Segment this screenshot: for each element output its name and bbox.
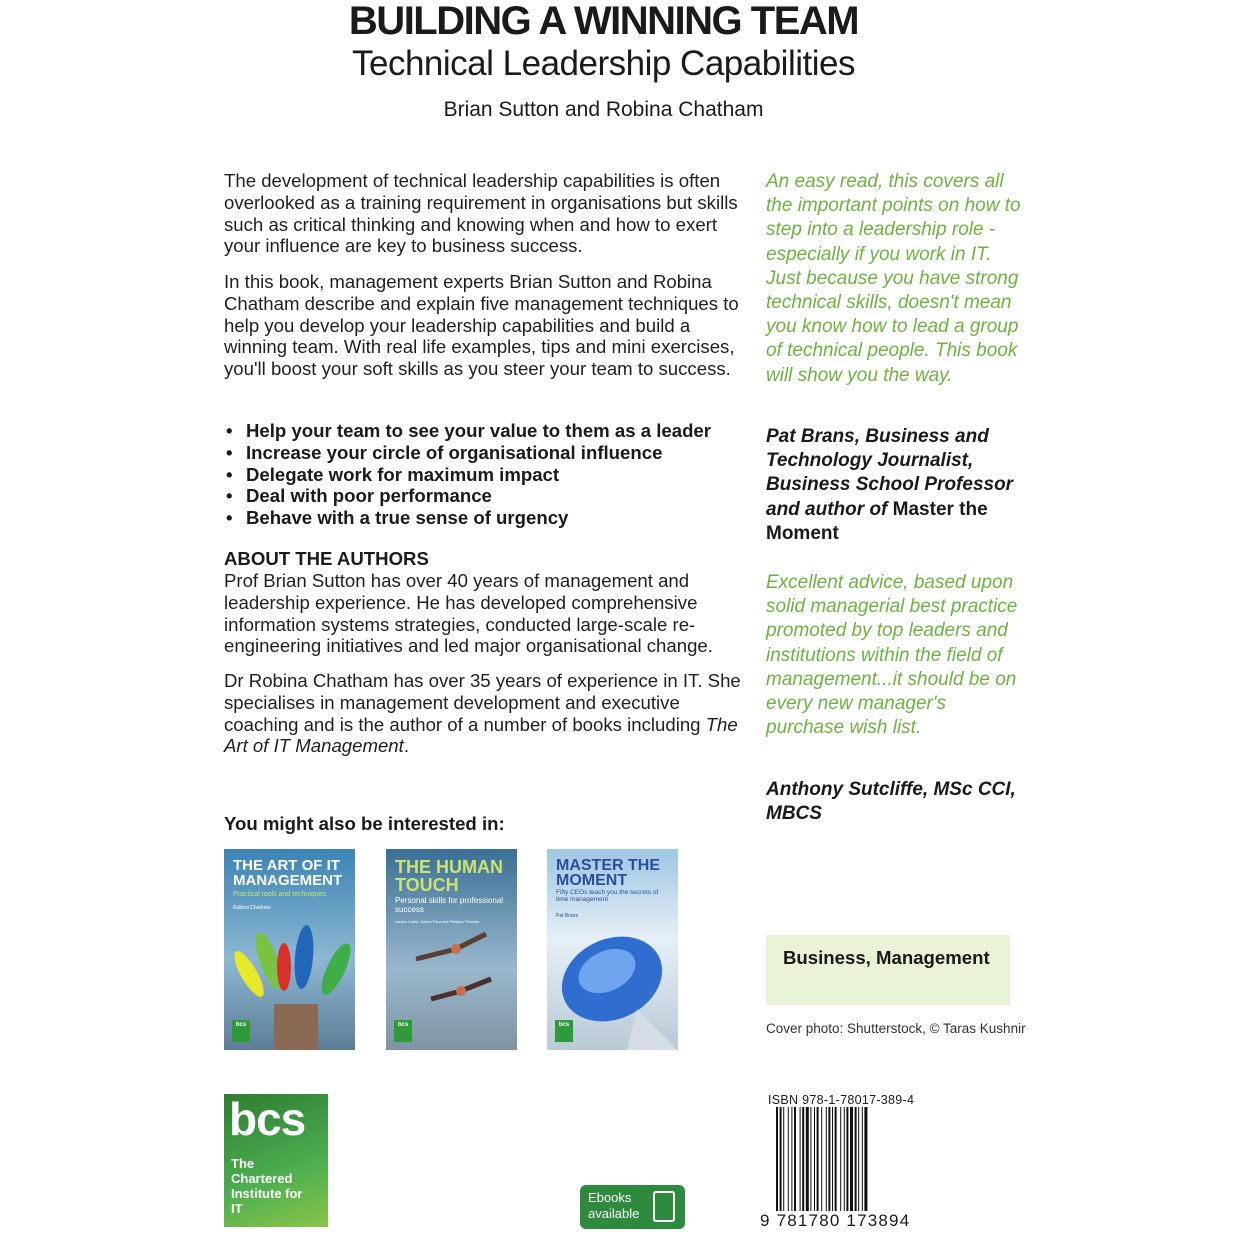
about-author-chatham-text: Dr Robina Chatham has over 35 years of experience in IT. She specialises in management development and executive coaching and is the author of a number of books including — [224, 670, 741, 735]
barcode-bar — [794, 1107, 796, 1211]
barcode-bar — [828, 1107, 830, 1211]
review-quote-2: Excellent advice, based upon solid managerial best practice promoted by top leaders and institutions within the field of management...it should be on every new manager's purchase wish list. — [766, 572, 1018, 739]
related-book-title: MASTER THE MOMENT — [556, 857, 660, 889]
cover-photo-credit: Cover photo: Shutterstock, © Taras Kushnir — [766, 1021, 1026, 1036]
key-point: • Behave with a true sense of urgency — [224, 507, 744, 529]
category-box — [766, 935, 1010, 1005]
bcs-logo — [224, 1094, 328, 1227]
barcode-bar — [832, 1107, 833, 1211]
book-reference-title: The Art of IT Management — [224, 713, 738, 757]
about-author-chatham — [224, 670, 744, 757]
barcode-bar — [844, 1107, 845, 1211]
key-point: • Delegate work for maximum impact — [224, 464, 744, 486]
barcode-bar — [850, 1107, 853, 1211]
related-books-heading: You might also be interested in: — [224, 813, 505, 834]
barcode-bar — [806, 1107, 809, 1211]
ebooks-available-badge[interactable] — [580, 1185, 685, 1229]
ebook-line-1: Ebooks — [588, 1190, 632, 1205]
barcode-bar — [858, 1107, 859, 1211]
bcs-logo-tagline: The Chartered Institute for IT — [231, 1156, 303, 1216]
related-book-human-touch[interactable] — [386, 849, 517, 1050]
bcs-logo-word: bcs — [229, 1093, 306, 1145]
related-book-subtitle: Personal skills for professional success — [395, 896, 504, 914]
barcode-bar — [814, 1107, 815, 1211]
related-book-author: Pat Brans — [556, 913, 578, 919]
related-book-author: James Cadle, Debra Paul and Philippa Thomas — [395, 919, 480, 924]
barcode-bar — [835, 1107, 837, 1211]
sentence-end: . — [403, 735, 409, 757]
bcs-mini-logo: bcs — [394, 1020, 412, 1042]
isbn-label: ISBN 978-1-78017-389-4 — [768, 1093, 915, 1107]
review-attribution-1 — [766, 425, 1028, 546]
barcode-number: 9 781780 173894 — [760, 1211, 911, 1230]
key-point: • Deal with poor performance — [224, 485, 744, 507]
barcode-bar — [817, 1107, 819, 1211]
key-points-list — [224, 420, 744, 529]
barcode-bar — [826, 1107, 827, 1211]
review-quote-1: An easy read, this covers all the important points on how to step into a leadership role - especially if you work in IT. Just because you have strong technical skills, doesn't mean you know how to lead a group of technical people. This book will show you the way. — [766, 171, 1021, 386]
book-title: BUILDING A WINNING TEAM — [348, 0, 859, 43]
ebooks-available-text — [588, 1190, 639, 1222]
barcode-bar — [776, 1107, 778, 1211]
book-subtitle: Technical Leadership Capabilities — [352, 44, 855, 83]
related-book-title: THE HUMAN TOUCH — [395, 857, 503, 895]
about-author-sutton: Prof Brian Sutton has over 40 years of management and leadership experience. He has developed comprehensive information systems strategies, conducted large-scale re-engineering initiatives and led major organisational change. — [224, 570, 713, 657]
book-authors: Brian Sutton and Robina Chatham — [443, 98, 764, 121]
ebook-line-2: available — [588, 1206, 640, 1221]
related-book-author: Robina Chatham — [233, 905, 271, 911]
barcode — [776, 1107, 920, 1215]
barcode-bar — [802, 1107, 804, 1211]
barcode-bar — [840, 1107, 841, 1211]
tablet-touch-icon — [653, 1191, 675, 1222]
key-point: • Help your team to see your value to them as a leader — [224, 420, 744, 442]
related-book-art-of-it-management[interactable] — [224, 849, 355, 1050]
barcode-bar — [783, 1107, 784, 1211]
about-authors-heading: ABOUT THE AUTHORS — [224, 548, 429, 569]
barcode-bar — [864, 1107, 867, 1211]
key-point: • Increase your circle of organisational influence — [224, 442, 744, 464]
related-book-master-the-moment[interactable] — [547, 849, 678, 1050]
bcs-mini-logo: bcs — [232, 1020, 250, 1042]
barcode-bar — [810, 1107, 811, 1211]
related-book-subtitle: Practical tools and techniques — [233, 891, 326, 898]
barcode-bar — [862, 1107, 863, 1211]
barcode-bar — [821, 1107, 822, 1211]
blurb-paragraph-2: In this book, management experts Brian Sutton and Robina Chatham describe and explain five management techniques to help you develop your leadership capabilities and build a winning team. With real life examples, tips and mini exercises, you'll boost your soft skills as you steer your team to success. — [224, 271, 739, 380]
related-book-title: THE ART OF IT MANAGEMENT — [233, 857, 343, 889]
barcode-bar — [791, 1107, 792, 1211]
attribution-book-title: Master the Moment — [766, 498, 988, 544]
category-label: Business, Management — [783, 947, 990, 968]
bcs-mini-logo: bcs — [555, 1020, 573, 1042]
barcode-bar — [855, 1107, 857, 1211]
review-attribution-2: Anthony Sutcliffe, MSc CCI, MBCS — [766, 779, 1016, 825]
barcode-bar — [780, 1107, 782, 1211]
barcode-bar — [788, 1107, 789, 1211]
barcode-bar — [800, 1107, 801, 1211]
blurb-paragraph-1: The development of technical leadership capabilities is often overlooked as a training requirement in organisations but skills such as critical thinking and knowing when and how to exert your influence are key to business success. — [224, 170, 738, 257]
attribution-text: Pat Brans, Business and Technology Journalist, Business School Professor and author of — [766, 426, 1014, 520]
barcode-bar — [846, 1107, 848, 1211]
related-book-subtitle: Fifty CEOs teach you the secrets of time management — [556, 889, 659, 903]
